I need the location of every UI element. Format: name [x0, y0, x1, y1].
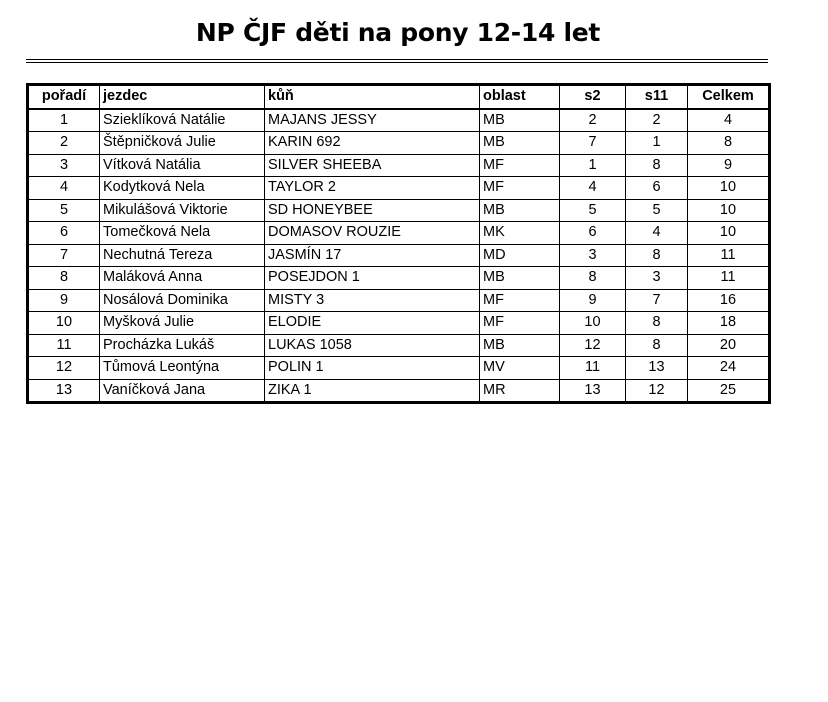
cell-rank: 3: [28, 154, 100, 177]
cell-rank: 13: [28, 379, 100, 403]
cell-horse: KARIN 692: [265, 132, 480, 155]
cell-s11: 1: [626, 132, 688, 155]
cell-s11: 12: [626, 379, 688, 403]
cell-s2: 2: [560, 109, 626, 132]
cell-horse: POSEJDON 1: [265, 267, 480, 290]
header-horse: kůň: [265, 85, 480, 109]
cell-s11: 6: [626, 177, 688, 200]
header-total: Celkem: [688, 85, 770, 109]
cell-total: 11: [688, 267, 770, 290]
cell-rank: 7: [28, 244, 100, 267]
cell-area: MB: [480, 199, 560, 222]
cell-horse: ZIKA 1: [265, 379, 480, 403]
cell-s11: 5: [626, 199, 688, 222]
table-row: [28, 267, 770, 290]
table-row: [28, 289, 770, 312]
table-row: [28, 244, 770, 267]
cell-total: 24: [688, 357, 770, 380]
results-table-body: [28, 109, 770, 403]
cell-rank: 4: [28, 177, 100, 200]
results-table: [26, 83, 771, 404]
cell-horse: MAJANS JESSY: [265, 109, 480, 132]
cell-rider: Tůmová Leontýna: [100, 357, 265, 380]
cell-rank: 9: [28, 289, 100, 312]
header-rank: pořadí: [28, 85, 100, 109]
cell-s11: 7: [626, 289, 688, 312]
table-row: [28, 132, 770, 155]
cell-horse: DOMASOV ROUZIE: [265, 222, 480, 245]
table-row: [28, 154, 770, 177]
cell-rider: Štěpničková Julie: [100, 132, 265, 155]
cell-s2: 3: [560, 244, 626, 267]
table-row: [28, 379, 770, 403]
cell-s2: 1: [560, 154, 626, 177]
cell-s2: 11: [560, 357, 626, 380]
table-row: [28, 312, 770, 335]
cell-horse: JASMÍN 17: [265, 244, 480, 267]
cell-rider: Nosálová Dominika: [100, 289, 265, 312]
cell-s11: 2: [626, 109, 688, 132]
cell-area: MB: [480, 132, 560, 155]
cell-s2: 4: [560, 177, 626, 200]
cell-rank: 8: [28, 267, 100, 290]
cell-total: 25: [688, 379, 770, 403]
cell-rider: Myšková Julie: [100, 312, 265, 335]
cell-s11: 3: [626, 267, 688, 290]
cell-horse: SILVER SHEEBA: [265, 154, 480, 177]
cell-rank: 10: [28, 312, 100, 335]
table-row: [28, 357, 770, 380]
cell-s2: 5: [560, 199, 626, 222]
cell-s11: 8: [626, 244, 688, 267]
cell-s11: 8: [626, 312, 688, 335]
cell-total: 16: [688, 289, 770, 312]
cell-total: 10: [688, 177, 770, 200]
table-header-row: [28, 85, 770, 109]
cell-rider: Vítková Natália: [100, 154, 265, 177]
cell-area: MB: [480, 267, 560, 290]
header-s2: s2: [560, 85, 626, 109]
table-row: [28, 109, 770, 132]
header-area: oblast: [480, 85, 560, 109]
cell-total: 10: [688, 222, 770, 245]
cell-rider: Vaníčková Jana: [100, 379, 265, 403]
cell-rank: 6: [28, 222, 100, 245]
cell-total: 9: [688, 154, 770, 177]
table-row: [28, 177, 770, 200]
cell-rank: 11: [28, 334, 100, 357]
cell-s11: 8: [626, 154, 688, 177]
cell-rider: Tomečková Nela: [100, 222, 265, 245]
cell-area: MF: [480, 312, 560, 335]
cell-total: 18: [688, 312, 770, 335]
cell-rank: 2: [28, 132, 100, 155]
cell-rider: Maláková Anna: [100, 267, 265, 290]
cell-horse: POLIN 1: [265, 357, 480, 380]
header-rider: jezdec: [100, 85, 265, 109]
cell-horse: SD HONEYBEE: [265, 199, 480, 222]
title-underline: [26, 59, 768, 60]
header-s11: s11: [626, 85, 688, 109]
cell-horse: MISTY 3: [265, 289, 480, 312]
cell-total: 20: [688, 334, 770, 357]
cell-rank: 12: [28, 357, 100, 380]
cell-total: 8: [688, 132, 770, 155]
cell-rider: Mikulášová Viktorie: [100, 199, 265, 222]
cell-horse: TAYLOR 2: [265, 177, 480, 200]
cell-total: 11: [688, 244, 770, 267]
cell-rider: Kodytková Nela: [100, 177, 265, 200]
cell-rider: Procházka Lukáš: [100, 334, 265, 357]
cell-s2: 12: [560, 334, 626, 357]
cell-rider: Nechutná Tereza: [100, 244, 265, 267]
cell-s2: 13: [560, 379, 626, 403]
cell-horse: ELODIE: [265, 312, 480, 335]
cell-s11: 4: [626, 222, 688, 245]
cell-rank: 5: [28, 199, 100, 222]
cell-area: MF: [480, 289, 560, 312]
cell-s2: 7: [560, 132, 626, 155]
table-row: [28, 222, 770, 245]
cell-s2: 6: [560, 222, 626, 245]
cell-area: MV: [480, 357, 560, 380]
cell-s11: 13: [626, 357, 688, 380]
table-row: [28, 334, 770, 357]
cell-area: MB: [480, 109, 560, 132]
cell-area: MF: [480, 177, 560, 200]
cell-rider: Szieklíková Natálie: [100, 109, 265, 132]
cell-s2: 8: [560, 267, 626, 290]
cell-area: MB: [480, 334, 560, 357]
cell-rank: 1: [28, 109, 100, 132]
page-title: NP ČJF děti na pony 12-14 let: [195, 18, 601, 47]
cell-area: MF: [480, 154, 560, 177]
cell-horse: LUKAS 1058: [265, 334, 480, 357]
cell-area: MD: [480, 244, 560, 267]
cell-s2: 10: [560, 312, 626, 335]
cell-area: MK: [480, 222, 560, 245]
cell-total: 10: [688, 199, 770, 222]
title-underline-second: [26, 62, 768, 63]
table-row: [28, 199, 770, 222]
cell-area: MR: [480, 379, 560, 403]
cell-s2: 9: [560, 289, 626, 312]
cell-total: 4: [688, 109, 770, 132]
cell-s11: 8: [626, 334, 688, 357]
